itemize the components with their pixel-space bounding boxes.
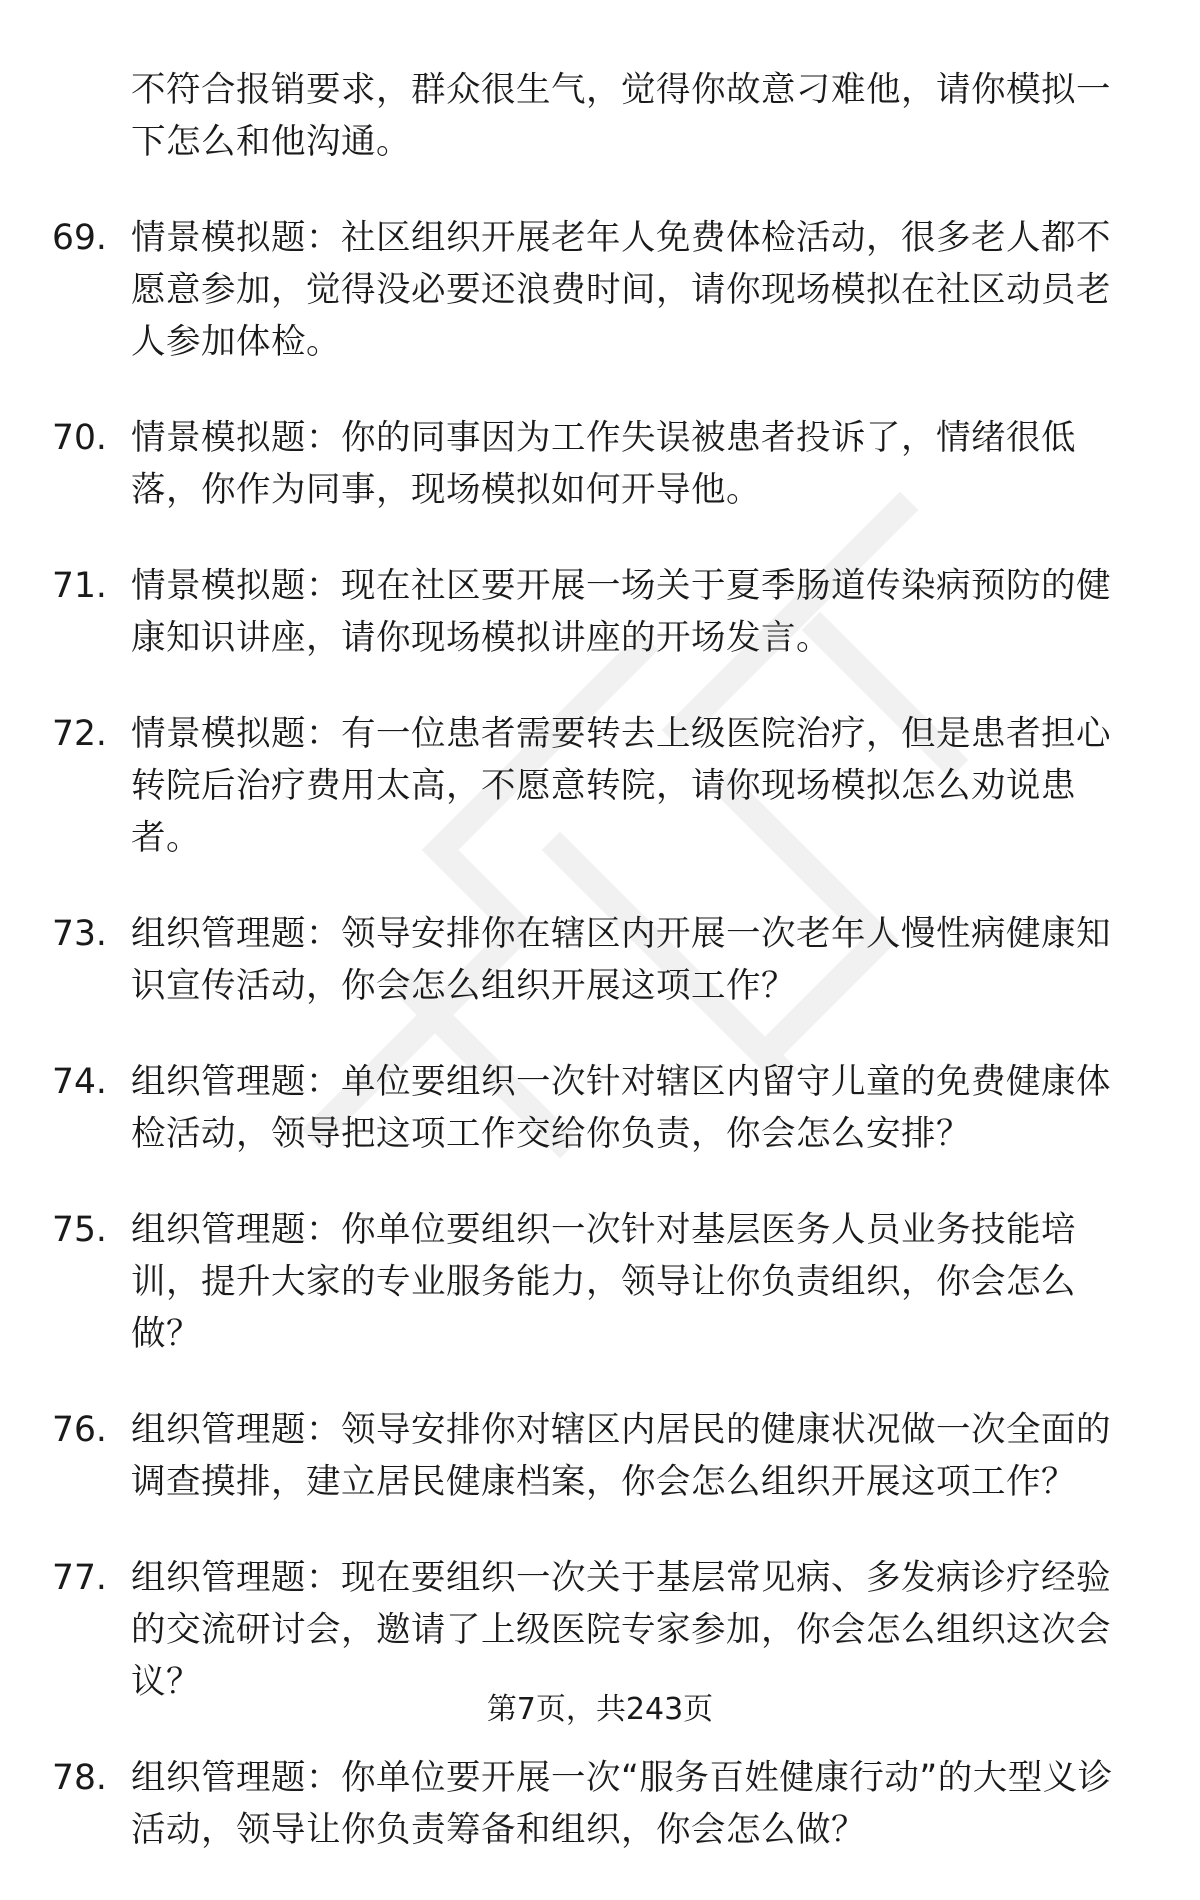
item-text: 组织管理题：领导安排你对辖区内居民的健康状况做一次全面的调查摸排，建立居民健康档案，你会怎么组织开展这项工作？ — [131, 1410, 1111, 1502]
item-number: 73. — [52, 914, 107, 954]
item-text: 情景模拟题：你的同事因为工作失误被患者投诉了，情绪很低落，你作为同事，现场模拟如何开导他。 — [131, 418, 1076, 510]
page-footer: 第7页，共243页 — [486, 1692, 714, 1727]
item-text: 组织管理题：你单位要组织一次针对基层医务人员业务技能培训，提升大家的专业服务能力，领导让你负责组织，你会怎么做？ — [131, 1210, 1076, 1354]
item-text: 组织管理题：你单位要开展一次“服务百姓健康行动”的大型义诊活动，领导让你负责筹备和组织，你会怎么做？ — [131, 1758, 1113, 1850]
list-item — [52, 1752, 1142, 1856]
item-number: 69. — [52, 218, 107, 258]
list-item — [52, 708, 1142, 864]
list-item — [52, 212, 1142, 368]
item-text: 情景模拟题：社区组织开展老年人免费体检活动，很多老人都不愿意参加，觉得没必要还浪费时间，请你现场模拟在社区动员老人参加体检。 — [131, 218, 1111, 362]
list-item — [52, 1552, 1142, 1708]
item-number: 71. — [52, 566, 107, 606]
list-item — [52, 1204, 1142, 1360]
list-item — [52, 1056, 1142, 1160]
item-text: 情景模拟题：有一位患者需要转去上级医院治疗，但是患者担心转院后治疗费用太高，不愿意转院，请你现场模拟怎么劝说患者。 — [131, 714, 1111, 858]
item-number: 78. — [52, 1758, 107, 1798]
item-number: 70. — [52, 418, 107, 458]
item-number: 77. — [52, 1558, 107, 1598]
item-number: 75. — [52, 1210, 107, 1250]
list-item — [52, 908, 1142, 1012]
question-list — [52, 64, 1142, 1900]
list-item — [52, 560, 1142, 664]
item-text: 不符合报销要求，群众很生气，觉得你故意刁难他，请你模拟一下怎么和他沟通。 — [131, 70, 1111, 162]
list-item — [52, 1404, 1142, 1508]
item-text: 组织管理题：现在要组织一次关于基层常见病、多发病诊疗经验的交流研讨会，邀请了上级医院专家参加，你会怎么组织这次会议？ — [131, 1558, 1111, 1702]
item-number: 72. — [52, 714, 107, 754]
item-text: 情景模拟题：现在社区要开展一场关于夏季肠道传染病预防的健康知识讲座，请你现场模拟讲座的开场发言。 — [131, 566, 1111, 658]
item-text: 组织管理题：领导安排你在辖区内开展一次老年人慢性病健康知识宣传活动，你会怎么组织开展这项工作？ — [131, 914, 1111, 1006]
list-item — [52, 64, 1142, 168]
item-number — [52, 64, 131, 168]
item-text: 组织管理题：单位要组织一次针对辖区内留守儿童的免费健康体检活动，领导把这项工作交给你负责，你会怎么安排？ — [131, 1062, 1111, 1154]
list-item — [52, 412, 1142, 516]
item-number: 76. — [52, 1410, 107, 1450]
item-number: 74. — [52, 1062, 107, 1102]
